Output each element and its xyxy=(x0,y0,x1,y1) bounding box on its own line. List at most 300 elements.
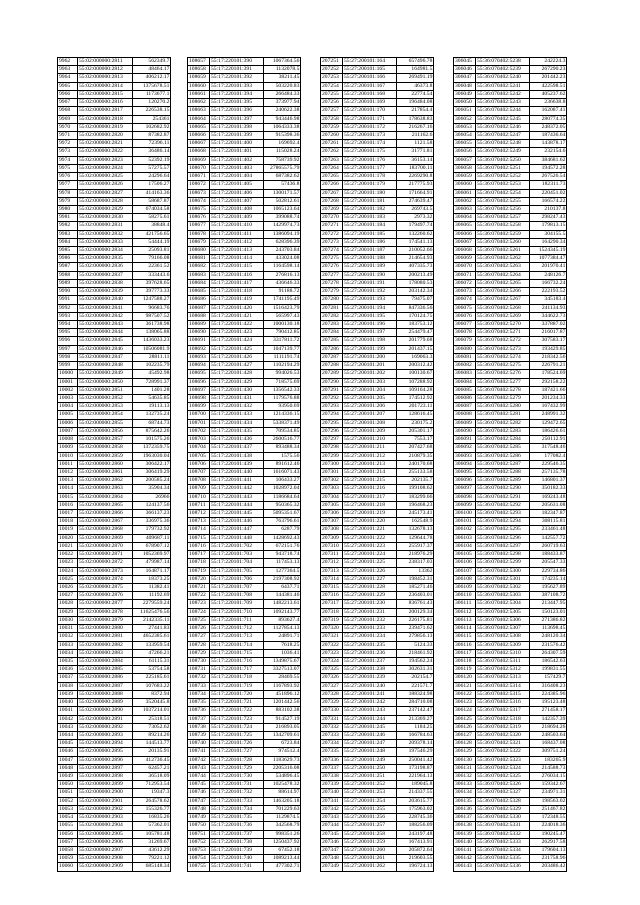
cell-value: 1183629.73 xyxy=(264,757,301,765)
cell-value: 199831.55 xyxy=(530,666,567,674)
cell-cadastral-number: 55:17:220101:439 xyxy=(210,461,264,469)
cell-id: 10026 xyxy=(58,584,78,592)
cell-id: 108726 xyxy=(188,625,210,633)
table-row xyxy=(454,354,567,362)
table-row xyxy=(454,510,567,518)
cell-value: 1300171.57 xyxy=(264,190,301,198)
table-row xyxy=(58,551,171,559)
cell-cadastral-number: 55:27:200101:167 xyxy=(343,83,397,91)
table-block-3 xyxy=(320,57,434,872)
cell-id: 9992 xyxy=(58,305,78,313)
cell-cadastral-number: 55:02:000000:2837 xyxy=(78,272,133,280)
cell-id: 207311 xyxy=(321,551,343,559)
table-row xyxy=(321,847,434,855)
cell-cadastral-number: 55:02:000000:2820 xyxy=(78,132,133,140)
cell-id: 10041 xyxy=(58,707,78,715)
cell-cadastral-number: 55:17:220101:736 xyxy=(210,822,264,830)
cell-cadastral-number: 55:36:070402:5324 xyxy=(476,765,530,773)
table-row xyxy=(454,329,567,337)
cell-cadastral-number: 55:36:070402:5266 xyxy=(476,288,530,296)
cell-value: 197546.29 xyxy=(397,748,434,756)
cell-cadastral-number: 55:17:220101:719 xyxy=(210,683,264,691)
cell-value: 1025478.32 xyxy=(264,781,301,789)
cell-value: 224385.96 xyxy=(530,691,567,699)
cell-cadastral-number: 55:17:220101:399 xyxy=(210,132,264,140)
table-row xyxy=(321,247,434,255)
cell-value: 1482213.61 xyxy=(264,600,301,608)
cell-cadastral-number: 55:27:200101:173 xyxy=(343,132,397,140)
cell-id: 10014 xyxy=(58,485,78,493)
cell-id: 108733 xyxy=(188,683,210,691)
cell-value: 88614.97 xyxy=(264,789,301,797)
cell-cadastral-number: 55:02:000000:2831 xyxy=(78,222,133,230)
table-row xyxy=(58,773,171,781)
cell-cadastral-number: 55:27:200101:191 xyxy=(343,280,397,288)
table-row xyxy=(454,609,567,617)
table-row xyxy=(58,313,171,321)
cell-value: 893627.4 xyxy=(264,617,301,625)
cell-value: 248503.64 xyxy=(530,732,567,740)
cell-value: 221571.7 xyxy=(397,683,434,691)
cell-id: 108696 xyxy=(188,379,210,387)
table-row xyxy=(188,214,301,222)
cell-value: 120270.2 xyxy=(133,99,171,107)
table-row xyxy=(454,99,567,107)
table-row xyxy=(454,748,567,756)
table-row xyxy=(188,707,301,715)
cell-cadastral-number: 55:27:200101:246 xyxy=(343,732,397,740)
table-row xyxy=(321,822,434,830)
cell-value: 91188.72 xyxy=(264,288,301,296)
table-block-2 xyxy=(187,57,301,872)
cell-cadastral-number: 55:17:220101:410 xyxy=(210,222,264,230)
table-row xyxy=(58,617,171,625)
table-row xyxy=(58,116,171,124)
cell-value: 2205316.08 xyxy=(264,765,301,773)
cell-value: 264307.59 xyxy=(530,650,567,658)
cell-cadastral-number: 55:02:000000:2852 xyxy=(78,395,133,403)
cell-cadastral-number: 55:36:070402:5269 xyxy=(476,313,530,321)
table-row xyxy=(58,124,171,132)
cell-cadastral-number: 55:36:070402:5328 xyxy=(476,798,530,806)
table-row xyxy=(188,814,301,822)
table-row xyxy=(58,592,171,600)
cell-value: 198452.31 xyxy=(397,576,434,584)
cell-value: 1349875.67 xyxy=(264,658,301,666)
cell-cadastral-number: 55:02:000000:2843 xyxy=(78,321,133,329)
table-row xyxy=(188,485,301,493)
cell-id: 207269 xyxy=(321,206,343,214)
cell-cadastral-number: 55:27:200101:178 xyxy=(343,173,397,181)
table-row xyxy=(454,658,567,666)
cell-id: 108718 xyxy=(188,559,210,567)
table-row xyxy=(188,411,301,419)
table-row xyxy=(454,584,567,592)
cell-cadastral-number: 55:17:220101:422 xyxy=(210,321,264,329)
cell-id: 207319 xyxy=(321,617,343,625)
cell-cadastral-number: 55:02:000000:2814 xyxy=(78,83,133,91)
cell-id: 108679 xyxy=(188,239,210,247)
cell-id: 10060 xyxy=(58,863,78,871)
table-row xyxy=(188,847,301,855)
cell-value: 45492.98 xyxy=(133,370,171,378)
cell-id: 207290 xyxy=(321,379,343,387)
cell-value: 183299.66 xyxy=(397,494,434,502)
cell-id: 306080 xyxy=(454,346,476,354)
table-row xyxy=(454,403,567,411)
cell-value: 189045.8 xyxy=(397,781,434,789)
cell-id: 9995 xyxy=(58,329,78,337)
cell-value: 251467.82 xyxy=(530,806,567,814)
cell-id: 207349 xyxy=(321,863,343,871)
table-row xyxy=(188,116,301,124)
cell-id: 108740 xyxy=(188,740,210,748)
cell-value: 248120.34 xyxy=(530,633,567,641)
cell-id: 207306 xyxy=(321,510,343,518)
table-row xyxy=(454,559,567,567)
cell-id: 108746 xyxy=(188,789,210,797)
table-row xyxy=(454,839,567,847)
cell-cadastral-number: 55:17:220101:733 xyxy=(210,798,264,806)
cell-value: 254361 xyxy=(133,116,171,124)
cell-cadastral-number: 55:36:070402:5280 xyxy=(476,403,530,411)
cell-cadastral-number: 55:27:200101:223 xyxy=(343,543,397,551)
cell-value: 16835.26 xyxy=(133,814,171,822)
cell-id: 9972 xyxy=(58,140,78,148)
cell-value: 216017.87 xyxy=(530,329,567,337)
cell-cadastral-number: 55:02:000000:2849 xyxy=(78,370,133,378)
table-row xyxy=(188,124,301,132)
cell-id: 207327 xyxy=(321,683,343,691)
cell-value: 409687.11 xyxy=(133,535,171,543)
cell-id: 108685 xyxy=(188,288,210,296)
table-row xyxy=(454,847,567,855)
table-row xyxy=(188,91,301,99)
cell-cadastral-number: 55:17:220101:713 xyxy=(210,633,264,641)
cell-id: 10002 xyxy=(58,387,78,395)
cell-id: 10007 xyxy=(58,428,78,436)
cell-cadastral-number: 55:27:200101:247 xyxy=(343,740,397,748)
cell-cadastral-number: 55:17:220101:446 xyxy=(210,518,264,526)
table-row xyxy=(321,757,434,765)
cell-value: 883102.38 xyxy=(264,707,301,715)
cell-cadastral-number: 55:27:200101:201 xyxy=(343,362,397,370)
cell-cadastral-number: 55:27:200101:170 xyxy=(343,107,397,115)
table-row xyxy=(188,863,301,871)
cell-cadastral-number: 55:17:220101:710 xyxy=(210,609,264,617)
cell-id: 108745 xyxy=(188,781,210,789)
cell-id: 306082 xyxy=(454,362,476,370)
cell-id: 10040 xyxy=(58,699,78,707)
cell-cadastral-number: 55:27:200101:236 xyxy=(343,650,397,658)
cell-id: 207304 xyxy=(321,494,343,502)
cell-value: 190245.47 xyxy=(530,831,567,839)
cell-id: 306120 xyxy=(454,674,476,682)
cell-cadastral-number: 55:36:070402:5310 xyxy=(476,650,530,658)
cell-cadastral-number: 55:27:200101:193 xyxy=(343,296,397,304)
cell-id: 10044 xyxy=(58,732,78,740)
table-row xyxy=(321,502,434,510)
cell-cadastral-number: 55:36:070402:5316 xyxy=(476,699,530,707)
table-row xyxy=(58,107,171,115)
cell-cadastral-number: 55:36:070402:5312 xyxy=(476,666,530,674)
table-row xyxy=(58,691,171,699)
cell-id: 207342 xyxy=(321,806,343,814)
cell-id: 207335 xyxy=(321,748,343,756)
cell-cadastral-number: 55:36:070402:5262 xyxy=(476,255,530,263)
cell-cadastral-number: 55:36:070402:5314 xyxy=(476,683,530,691)
cell-cadastral-number: 55:27:200101:239 xyxy=(343,674,397,682)
table-row xyxy=(321,543,434,551)
table-row xyxy=(321,666,434,674)
table-row xyxy=(321,576,434,584)
cell-id: 10020 xyxy=(58,535,78,543)
cell-cadastral-number: 55:27:200101:198 xyxy=(343,337,397,345)
cell-cadastral-number: 55:36:070402:5275 xyxy=(476,362,530,370)
table-row xyxy=(188,247,301,255)
cell-value: 159342.67 xyxy=(530,781,567,789)
cell-cadastral-number: 55:36:070402:5242 xyxy=(476,91,530,99)
cell-cadastral-number: 55:17:220101:442 xyxy=(210,485,264,493)
table-row xyxy=(321,222,434,230)
cell-value: 1201442.56 xyxy=(264,699,301,707)
cell-value: 58275.61 xyxy=(133,214,171,222)
cell-value: 233461.48 xyxy=(530,526,567,534)
cell-value: 195123.48 xyxy=(530,699,567,707)
table-row xyxy=(58,543,171,551)
cell-id: 9987 xyxy=(58,263,78,271)
table-row xyxy=(58,190,171,198)
cell-value: 279856.13 xyxy=(397,633,434,641)
cell-cadastral-number: 55:02:000000:2903 xyxy=(78,814,133,822)
table-row xyxy=(454,214,567,222)
table-row xyxy=(188,346,301,354)
cell-id: 108725 xyxy=(188,617,210,625)
table-row xyxy=(58,650,171,658)
table-row xyxy=(58,239,171,247)
table-row xyxy=(454,526,567,534)
table-row xyxy=(188,66,301,74)
cell-id: 108713 xyxy=(188,518,210,526)
cell-id: 306054 xyxy=(454,132,476,140)
table-row xyxy=(58,132,171,140)
cell-value: 243703.84 xyxy=(264,247,301,255)
table-row xyxy=(58,198,171,206)
cell-cadastral-number: 55:36:070402:5272 xyxy=(476,337,530,345)
cell-cadastral-number: 55:17:220101:406 xyxy=(210,190,264,198)
cell-id: 108676 xyxy=(188,214,210,222)
cell-id: 306068 xyxy=(454,247,476,255)
cell-value: 5124.33 xyxy=(397,642,434,650)
cell-value: 216893.05 xyxy=(264,724,301,732)
cell-id: 207265 xyxy=(321,173,343,181)
cell-cadastral-number: 55:36:070402:5273 xyxy=(476,346,530,354)
table-row xyxy=(188,354,301,362)
table-row xyxy=(454,305,567,313)
table-row xyxy=(58,263,171,271)
cell-value: 422598.51 xyxy=(530,83,567,91)
cell-value: 6437.71 xyxy=(264,584,301,592)
cell-value: 179604.13 xyxy=(530,847,567,855)
table-row xyxy=(321,305,434,313)
cell-cadastral-number: 55:36:070402:5279 xyxy=(476,395,530,403)
cell-cadastral-number: 55:36:070402:5250 xyxy=(476,157,530,165)
cell-id: 306075 xyxy=(454,305,476,313)
table-row xyxy=(58,411,171,419)
cell-id: 207302 xyxy=(321,477,343,485)
table-row xyxy=(454,428,567,436)
cell-id: 10025 xyxy=(58,576,78,584)
cell-cadastral-number: 55:02:000000:2812 xyxy=(78,66,133,74)
table-row xyxy=(321,839,434,847)
cell-id: 207275 xyxy=(321,255,343,263)
cell-value: 166784.63 xyxy=(397,732,434,740)
table-row xyxy=(321,288,434,296)
cell-value: 210052.66 xyxy=(397,247,434,255)
cell-id: 108727 xyxy=(188,633,210,641)
cell-cadastral-number: 55:27:200101:208 xyxy=(343,420,397,428)
cell-value: 306422.17 xyxy=(133,461,171,469)
cell-cadastral-number: 55:17:220101:711 xyxy=(210,617,264,625)
cell-cadastral-number: 55:17:220101:416 xyxy=(210,272,264,280)
cell-value: 712953.54 xyxy=(133,781,171,789)
cell-value: 366137.23 xyxy=(133,510,171,518)
cell-cadastral-number: 55:36:070402:5263 xyxy=(476,263,530,271)
cell-value: 709534.85 xyxy=(264,428,301,436)
cell-cadastral-number: 55:27:200101:216 xyxy=(343,485,397,493)
table-row xyxy=(188,559,301,567)
table-row xyxy=(188,190,301,198)
cell-id: 306062 xyxy=(454,198,476,206)
table-row xyxy=(454,263,567,271)
cell-value: 241134.93 xyxy=(530,305,567,313)
cell-cadastral-number: 55:02:000000:2823 xyxy=(78,157,133,165)
cell-cadastral-number: 55:17:220101:707 xyxy=(210,584,264,592)
cell-cadastral-number: 55:02:000000:2840 xyxy=(78,296,133,304)
cell-value: 260719.63 xyxy=(530,543,567,551)
table-row xyxy=(454,798,567,806)
cell-cadastral-number: 55:36:070402:5267 xyxy=(476,296,530,304)
table-row xyxy=(188,403,301,411)
table-row xyxy=(188,625,301,633)
cell-id: 108728 xyxy=(188,642,210,650)
cell-cadastral-number: 55:36:070402:5334 xyxy=(476,847,530,855)
table-row xyxy=(188,617,301,625)
cell-id: 306051 xyxy=(454,107,476,115)
cell-cadastral-number: 55:02:000000:2888 xyxy=(78,691,133,699)
table-row xyxy=(188,99,301,107)
cell-id: 306137 xyxy=(454,814,476,822)
cell-id: 207283 xyxy=(321,321,343,329)
cell-id: 10021 xyxy=(58,543,78,551)
cell-cadastral-number: 55:27:200101:185 xyxy=(343,231,397,239)
cell-cadastral-number: 55:02:000000:2891 xyxy=(78,716,133,724)
cell-value: 211162.6 xyxy=(397,132,434,140)
table-row xyxy=(454,650,567,658)
table-row xyxy=(321,370,434,378)
cell-id: 10004 xyxy=(58,403,78,411)
cell-id: 10055 xyxy=(58,822,78,830)
table-row xyxy=(321,494,434,502)
cell-cadastral-number: 55:17:220101:415 xyxy=(210,263,264,271)
cell-value: 412736.45 xyxy=(133,757,171,765)
cell-value: 169063.3 xyxy=(397,354,434,362)
cell-cadastral-number: 55:02:000000:2841 xyxy=(78,305,133,313)
cell-value: 1028972.04 xyxy=(264,485,301,493)
cell-cadastral-number: 55:36:070402:5284 xyxy=(476,436,530,444)
cell-cadastral-number: 55:17:220101:734 xyxy=(210,806,264,814)
table-row xyxy=(58,839,171,847)
table-row xyxy=(188,658,301,666)
cell-cadastral-number: 55:27:200101:217 xyxy=(343,494,397,502)
cell-id: 9977 xyxy=(58,181,78,189)
cell-cadastral-number: 55:36:070402:5308 xyxy=(476,633,530,641)
cell-value: 198563.02 xyxy=(530,798,567,806)
cell-cadastral-number: 55:27:200101:174 xyxy=(343,140,397,148)
cell-value: 243197.48 xyxy=(397,831,434,839)
cell-cadastral-number: 55:27:200101:250 xyxy=(343,765,397,773)
cell-id: 207323 xyxy=(321,650,343,658)
cell-value: 150123.01 xyxy=(530,609,567,617)
cell-value: 333443.6 xyxy=(133,272,171,280)
cell-cadastral-number: 55:27:200101:165 xyxy=(343,66,397,74)
cell-id: 207292 xyxy=(321,395,343,403)
cell-id: 306111 xyxy=(454,600,476,608)
table-row xyxy=(188,395,301,403)
cell-id: 306061 xyxy=(454,190,476,198)
cell-id: 306141 xyxy=(454,847,476,855)
table-row xyxy=(321,658,434,666)
cell-cadastral-number: 55:02:000000:2892 xyxy=(78,724,133,732)
cell-value: 218461.92 xyxy=(397,650,434,658)
cell-value: 57436.8 xyxy=(264,181,301,189)
cell-value: 284710.08 xyxy=(397,699,434,707)
cell-cadastral-number: 55:27:200101:214 xyxy=(343,469,397,477)
cell-cadastral-number: 55:17:220101:403 xyxy=(210,165,264,173)
cell-id: 306052 xyxy=(454,116,476,124)
cell-cadastral-number: 55:27:200101:183 xyxy=(343,214,397,222)
cell-value: 6287.79 xyxy=(264,526,301,534)
cell-cadastral-number: 55:17:220101:709 xyxy=(210,600,264,608)
table-row xyxy=(58,535,171,543)
table-row xyxy=(321,781,434,789)
table-row xyxy=(58,822,171,830)
cell-value: 7553.17 xyxy=(397,436,434,444)
cell-id: 108657 xyxy=(188,58,210,66)
cell-value: 178080.53 xyxy=(397,280,434,288)
cell-id: 9982 xyxy=(58,222,78,230)
table-row xyxy=(321,263,434,271)
cell-id: 306113 xyxy=(454,617,476,625)
cell-id: 207251 xyxy=(321,58,343,66)
cell-cadastral-number: 55:36:070402:5255 xyxy=(476,198,530,206)
cell-cadastral-number: 55:36:070402:5278 xyxy=(476,387,530,395)
cell-value: 175963.02 xyxy=(397,806,434,814)
cell-cadastral-number: 55:02:000000:2904 xyxy=(78,822,133,830)
cell-value: 718575.69 xyxy=(264,379,301,387)
cell-cadastral-number: 55:36:070402:5268 xyxy=(476,305,530,313)
cell-value: 1386094.19 xyxy=(264,231,301,239)
table-row xyxy=(58,683,171,691)
cell-cadastral-number: 55:17:220101:447 xyxy=(210,526,264,534)
cell-value: 503220.83 xyxy=(264,83,301,91)
cell-value: 47266.21 xyxy=(133,650,171,658)
table-row xyxy=(58,461,171,469)
table-row xyxy=(58,600,171,608)
cell-id: 306055 xyxy=(454,140,476,148)
cell-id: 9963 xyxy=(58,66,78,74)
cell-id: 108667 xyxy=(188,140,210,148)
